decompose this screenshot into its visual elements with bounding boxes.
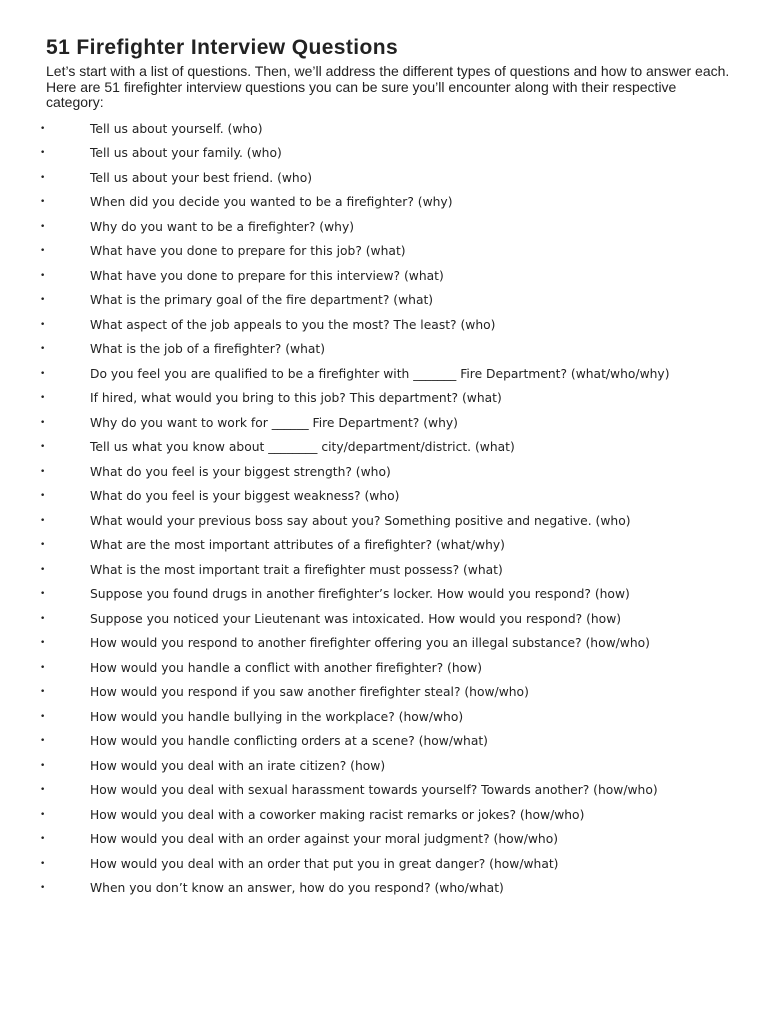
bullet-icon: • xyxy=(40,638,46,649)
bullet-icon: • xyxy=(40,319,46,330)
bullet-icon: • xyxy=(40,344,46,355)
page-title: 51 Firefighter Interview Questions xyxy=(46,36,399,59)
question-text: Why do you want to be a firefighter? (why) xyxy=(90,219,355,234)
bullet-icon: • xyxy=(40,124,46,134)
bullet-icon: • xyxy=(40,858,46,869)
question-text: What aspect of the job appeals to you the most? The least? (who) xyxy=(90,317,496,332)
question-text: If hired, what would you bring to this job? This department? (what) xyxy=(90,391,502,406)
list-item xyxy=(0,563,768,579)
bullet-icon: • xyxy=(40,270,46,281)
list-item xyxy=(0,440,768,456)
bullet-icon: • xyxy=(40,540,46,551)
question-text: How would you deal with a coworker making racist remarks or jokes? (how/who) xyxy=(90,807,585,822)
list-item xyxy=(0,636,768,652)
bullet-icon: • xyxy=(40,662,46,673)
bullet-icon: • xyxy=(40,687,46,698)
bullet-icon: • xyxy=(40,246,46,257)
list-item xyxy=(0,661,768,677)
question-text: How would you deal with an irate citizen? (how) xyxy=(90,758,386,773)
question-text: What is the most important trait a firefighter must possess? (what) xyxy=(90,562,503,577)
bullet-icon: • xyxy=(40,613,46,624)
list-item xyxy=(0,367,768,383)
list-item xyxy=(0,857,768,873)
list-item xyxy=(0,391,768,407)
bullet-icon: • xyxy=(40,172,46,183)
list-item xyxy=(0,759,768,775)
list-item xyxy=(0,808,768,824)
list-item xyxy=(0,783,768,799)
bullet-icon: • xyxy=(40,809,46,820)
question-text: How would you deal with an order against your moral judgment? (how/who) xyxy=(90,832,559,847)
question-text: Do you feel you are qualified to be a firefighter with _______ Fire Department? (what/who/why) xyxy=(90,366,670,381)
list-item xyxy=(0,612,768,628)
intro-paragraph: Let’s start with a list of questions. Then, we’ll address the different types of questions and how to answer each. Here are 51 firefighter interview questions you can be sure you’ll encounter along with their respective category: xyxy=(46,63,730,110)
list-item xyxy=(0,293,768,309)
bullet-icon: • xyxy=(40,834,46,845)
question-text: How would you respond if you saw another firefighter steal? (how/who) xyxy=(90,685,529,700)
bullet-icon: • xyxy=(40,417,46,428)
bullet-icon: • xyxy=(40,393,46,404)
bullet-icon: • xyxy=(40,295,46,306)
bullet-icon: • xyxy=(40,564,46,575)
question-text: When you don’t know an answer, how do you respond? (who/what) xyxy=(90,881,504,896)
question-list xyxy=(0,122,768,906)
question-text: What are the most important attributes of a firefighter? (what/why) xyxy=(90,538,505,553)
question-text: When did you decide you wanted to be a firefighter? (why) xyxy=(90,195,453,210)
bullet-icon: • xyxy=(40,736,46,747)
bullet-icon: • xyxy=(40,442,46,453)
list-item xyxy=(0,514,768,530)
list-item xyxy=(0,538,768,554)
question-text: How would you handle a conflict with another firefighter? (how) xyxy=(90,660,483,675)
list-item xyxy=(0,195,768,211)
question-text: What do you feel is your biggest weakness? (who) xyxy=(90,489,400,504)
question-text: Suppose you found drugs in another firefighter’s locker. How would you respond? (how) xyxy=(90,587,630,602)
question-text: How would you handle bullying in the workplace? (how/who) xyxy=(90,709,464,724)
list-item xyxy=(0,220,768,236)
question-text: Why do you want to work for ______ Fire Department? (why) xyxy=(90,415,458,430)
question-text: What do you feel is your biggest strength? (who) xyxy=(90,464,391,479)
question-text: What have you done to prepare for this interview? (what) xyxy=(90,268,444,283)
list-item xyxy=(0,881,768,897)
bullet-icon: • xyxy=(40,466,46,477)
question-text: What would your previous boss say about you? Something positive and negative. (who) xyxy=(90,513,631,528)
bullet-icon: • xyxy=(40,148,46,159)
list-item xyxy=(0,122,768,138)
question-text: Tell us about your best friend. (who) xyxy=(90,170,313,185)
bullet-icon: • xyxy=(40,491,46,502)
bullet-icon: • xyxy=(40,760,46,771)
bullet-icon: • xyxy=(40,711,46,722)
list-item xyxy=(0,342,768,358)
question-text: What is the primary goal of the fire department? (what) xyxy=(90,293,434,308)
list-item xyxy=(0,269,768,285)
list-item xyxy=(0,734,768,750)
list-item xyxy=(0,832,768,848)
question-text: What have you done to prepare for this job? (what) xyxy=(90,244,406,259)
list-item xyxy=(0,146,768,162)
list-item xyxy=(0,171,768,187)
bullet-icon: • xyxy=(40,883,46,894)
question-text: What is the job of a firefighter? (what) xyxy=(90,342,326,357)
list-item xyxy=(0,685,768,701)
bullet-icon: • xyxy=(40,589,46,600)
question-text: How would you respond to another firefighter offering you an illegal substance? (how/who) xyxy=(90,636,650,651)
bullet-icon: • xyxy=(40,785,46,796)
list-item xyxy=(0,416,768,432)
question-text: Suppose you noticed your Lieutenant was intoxicated. How would you respond? (how) xyxy=(90,611,622,626)
bullet-icon: • xyxy=(40,368,46,379)
question-text: How would you deal with sexual harassment towards yourself? Towards another? (how/who) xyxy=(90,783,658,798)
question-text: Tell us about yourself. (who) xyxy=(90,122,263,136)
list-item xyxy=(0,465,768,481)
question-text: Tell us about your family. (who) xyxy=(90,146,282,161)
bullet-icon: • xyxy=(40,197,46,208)
list-item xyxy=(0,710,768,726)
list-item xyxy=(0,587,768,603)
bullet-icon: • xyxy=(40,515,46,526)
question-text: How would you handle conflicting orders at a scene? (how/what) xyxy=(90,734,488,749)
question-text: How would you deal with an order that put you in great danger? (how/what) xyxy=(90,856,559,871)
list-item xyxy=(0,244,768,260)
list-item xyxy=(0,318,768,334)
question-text: Tell us what you know about ________ city/department/district. (what) xyxy=(90,440,515,455)
bullet-icon: • xyxy=(40,221,46,232)
list-item xyxy=(0,489,768,505)
